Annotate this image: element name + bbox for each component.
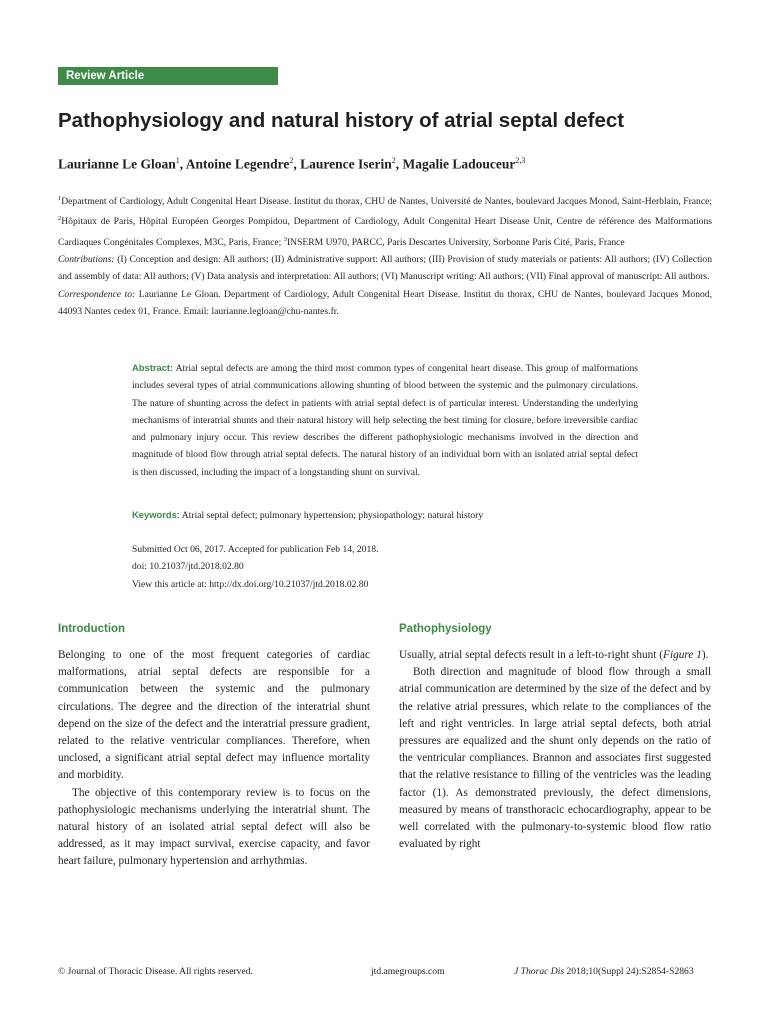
submission-dates: Submitted Oct 06, 2017. Accepted for publication Feb 14, 2018.	[132, 544, 379, 555]
paragraph: The objective of this contemporary review is to focus on the pathophysiologic mechanisms underlying the interatrial shunt. The natural history of an isolated atrial septal defect will also be addressed, as it may impact survival, exercise capacity, and favor heart failure, pulmonary hypertension and arrhythmias.	[58, 786, 370, 868]
front-matter-notes	[58, 190, 712, 320]
affiliation-mark: 3	[283, 235, 287, 243]
author-name: Magalie Ladouceur	[402, 156, 516, 172]
paragraph: Both direction and magnitude of blood flow through a small atrial communication are determined by the size of the defect and by the relative atrial pressures, which relate to the compliances of the left and right ventricles. In large atrial septal defects, both atrial pressures are equalized and the shunt only depends on the ratio of the ventricular compliances. Brannon and associates first suggested that the relative resistance to filling of the ventricles was the leading factor (1). As demonstrated previously, the defect dimensions, measured by means of transthoracic echocardiography, appear to be well correlated with the pulmonary-to-systemic blood flow ratio evaluated by right	[399, 666, 711, 851]
article-title: Pathophysiology and natural history of atrial septal defect	[58, 109, 625, 132]
author-affiliation-mark: 2	[289, 156, 294, 165]
author-separator: ,	[395, 156, 403, 172]
article-type-badge: Review Article	[58, 67, 278, 85]
keywords-label: Keywords:	[132, 509, 180, 520]
keywords-text: Atrial septal defect; pulmonary hypertension; physiopathology; natural history	[179, 510, 484, 521]
affiliation-text: Hôpitaux de Paris, Hôpital Européen Georges Pompidou, Department of Cardiology, Adult Congenital Heart Disease Unit, Centre de référence des Malformations Cardiaques Congénitales Complexes, M3C, Paris, France;	[58, 216, 712, 248]
footer-citation	[514, 966, 694, 977]
correspondence-label: Correspondence to:	[58, 288, 136, 300]
author-affiliation-mark: 2	[391, 156, 396, 165]
author-affiliation-mark: 2,3	[515, 156, 526, 165]
publication-info	[132, 541, 652, 593]
affiliations	[58, 190, 712, 251]
journal-abbrev: J Thorac Dis	[514, 966, 565, 977]
abstract-label: Abstract:	[132, 362, 174, 373]
figure-reference[interactable]: Figure 1	[663, 649, 702, 661]
author-separator: ,	[293, 156, 301, 172]
introduction-heading: Introduction	[58, 623, 126, 635]
affiliation-mark: 1	[58, 195, 62, 202]
author-name: Antoine Legendre	[185, 156, 290, 172]
affiliation-text: Department of Cardiology, Adult Congenital Heart Disease. Institut du thorax, CHU de Nantes, Université de Nantes, boulevard Jacques Monod, Saint-Herblain, France;	[61, 196, 712, 208]
doi: doi: 10.21037/jtd.2018.02.80	[132, 561, 244, 573]
contributions	[58, 251, 712, 285]
pathophysiology-section	[399, 647, 711, 853]
correspondence	[58, 286, 712, 320]
author-separator: ,	[179, 156, 186, 172]
paragraph: Belonging to one of the most frequent categories of cardiac malformations, atrial septal defects are responsible for a communication between the systemic and the pulmonary circulations. The degree and the direction of the interatrial shunt depend on the size of the defect and the interatrial pressure gradient, related to the relative ventricular compliances. Therefore, when unclosed, a significant atrial septal defect may influence mortality and morbidity.	[58, 649, 370, 782]
footer-copyright: © Journal of Thoracic Disease. All rights reserved.	[58, 966, 253, 977]
author-name: Laurence Iserin	[300, 156, 392, 172]
abstract-text: Atrial septal defects are among the third most common types of congenital heart disease. This group of malformations includes several types of atrial communications allowing shunting of blood between the systemic and the pulmonary circulations. The nature of shunting across the defect in patients with atrial septal defect is of particular interest. Understanding the underlying mechanisms of interatrial shunts and their natural history will help selecting the best timing for closure, before irreversible cardiac and pulmonary injury occur. This review describes the different pathophysiologic mechanisms involved in the direction and magnitude of blood flow through atrial septal defects. The natural history of an individual born with an isolated atrial septal defect is then discussed, including the impact of a longstanding shunt on survival.	[132, 363, 638, 478]
affiliation-mark: 2	[58, 215, 62, 223]
author-name: Laurianne Le Gloan	[58, 156, 176, 172]
pathophysiology-heading: Pathophysiology	[399, 623, 492, 635]
footer-site[interactable]: jtd.amegroups.com	[371, 966, 445, 977]
contributions-label: Contributions:	[58, 254, 115, 266]
abstract	[132, 359, 638, 481]
citation-detail: 2018;10(Suppl 24):S2854-S2863	[564, 966, 694, 977]
contributions-text: (I) Conception and design: All authors; (II) Administrative support: All authors; (III) Provision of study materials or patients: All authors; (IV) Collection and assembly of data: All authors; (V) Data analysis and interpretation: All authors; (VI) Manuscript writing: All authors; (VII) Final approval of manuscript: All authors.	[58, 254, 712, 283]
paragraph-text: ).	[701, 649, 709, 661]
affiliation-text: INSERM U970, PARCC, Paris Descartes University, Sorbonne Paris Cité, Paris, France	[286, 236, 625, 248]
author-affiliation-mark: 1	[175, 156, 180, 165]
keywords	[132, 506, 672, 524]
article-link[interactable]: View this article at: http://dx.doi.org/10.21037/jtd.2018.02.80	[132, 578, 369, 590]
paragraph-text: Usually, atrial septal defects result in a left-to-right shunt (	[399, 649, 664, 661]
introduction-section	[58, 647, 370, 871]
correspondence-text: Laurianne Le Gloan. Department of Cardiology, Adult Congenital Heart Disease. Institut du thorax, CHU de Nantes, boulevard Jacques Monod, 44093 Nantes cedex 01, France. Email: laurianne.legloan@chu-nantes.fr.	[58, 288, 712, 317]
author-list	[58, 156, 718, 173]
paragraph	[399, 647, 711, 664]
